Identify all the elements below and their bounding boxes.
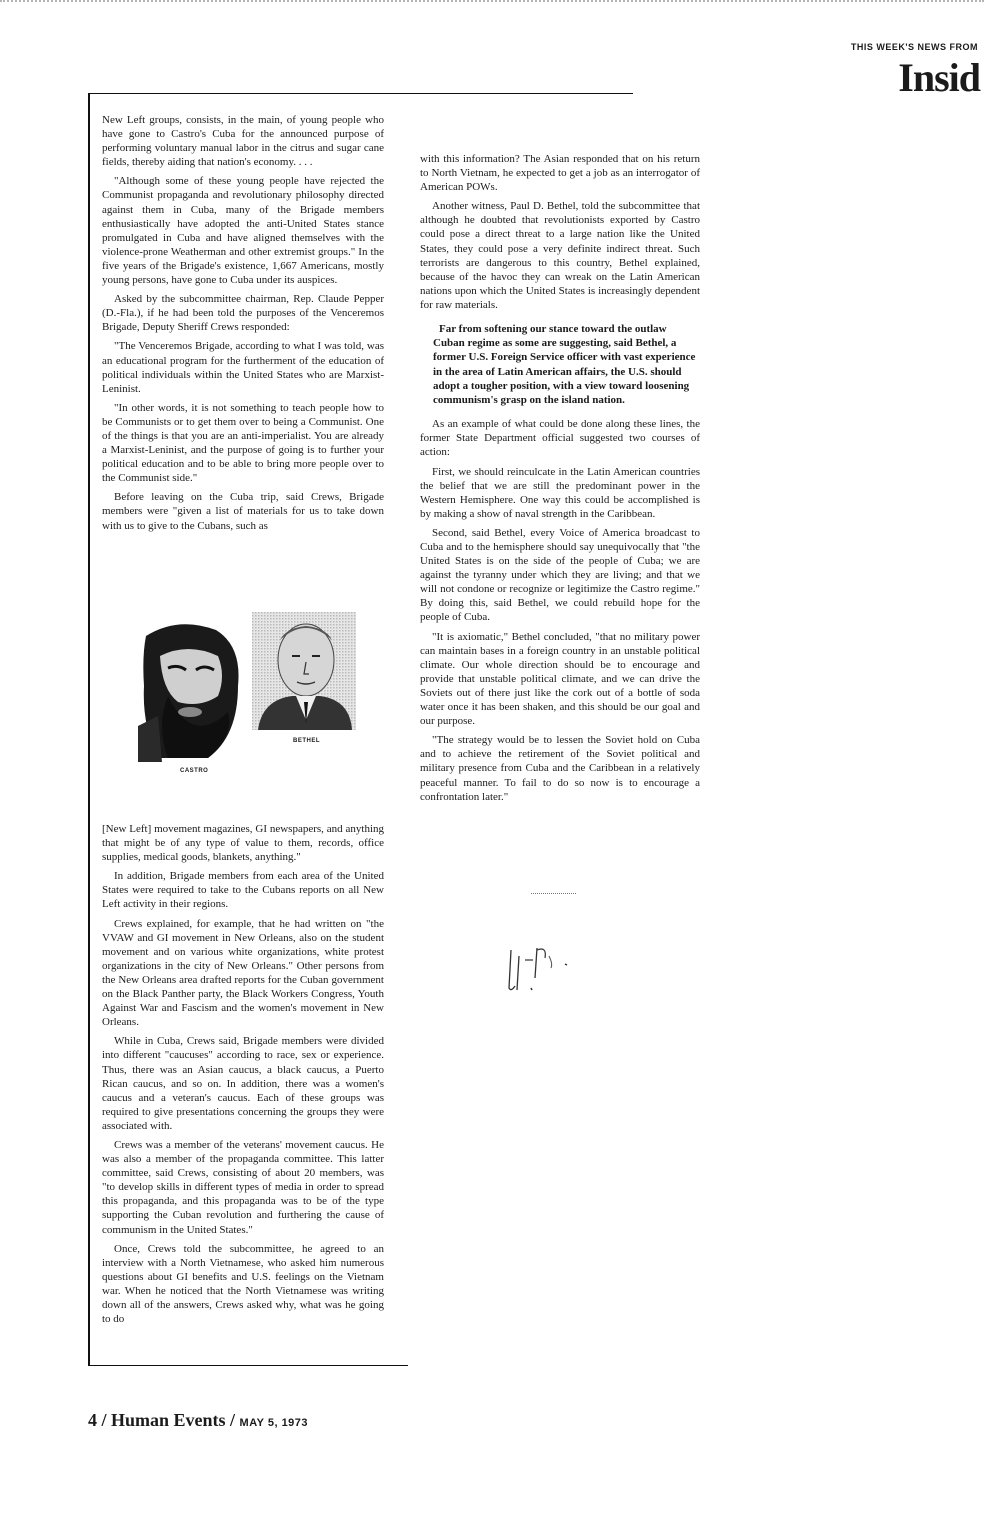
article-paragraph: "The strategy would be to lessen the Soviet hold on Cuba and to achieve the retirement of the Soviet political and military presence from Cuba and the Caribbean in a relatively peaceful manner. To fail to do so now is to encourage a confrontation later." <box>420 734 700 803</box>
handwriting-scribble-icon <box>505 938 595 998</box>
article-paragraph: Crews was a member of the veterans' movement caucus. He was also a member of the propaganda committee. This latter committee, said Crews, consisting of about 20 members, was "to develop skills in different types of media in order to spread this propaganda, and this propaganda was to be of the type supporting the Cuban revolution and furthering the cause of communism in the United States." <box>102 1138 384 1236</box>
article-paragraph: with this information? The Asian responded that on his return to North Vietnam, he expected to get a job as an interrogator of American POWs. <box>420 153 700 194</box>
article-paragraph: Another witness, Paul D. Bethel, told the subcommittee that although he doubted that revolutionists exported by Castro could pose a direct threat to a large nation like the United States, they could pose a very definite indirect threat. Such terrorists are dangerous to this country, Bethel explained, because of the havoc they can wreak on the Latin American nations upon which the United States is increasingly dependent for raw materials. <box>420 200 700 311</box>
top-rule <box>88 93 633 94</box>
scan-edge-dotted-line <box>0 0 984 2</box>
article-paragraph: "The Venceremos Brigade, according to what I was told, was an educational program for the furtherment of the education of political individuals within the United States who are Marxist-Leninist. <box>102 340 384 395</box>
castro-photo <box>138 616 246 762</box>
left-column-lower <box>102 822 384 1331</box>
article-paragraph: Once, Crews told the subcommittee, he agreed to an interview with a North Vietnamese, who asked him numerous questions about GI benefits and U.S. feelings on the Vietnam war. When he noticed that the North Vietnamese was writing down all of the answers, Crews asked why, what was he going to do <box>102 1242 384 1326</box>
bethel-portrait-image <box>252 612 356 730</box>
left-column-upper <box>102 113 384 538</box>
end-mark <box>531 893 576 894</box>
article-paragraph: "Although some of these young people have rejected the Communist propaganda and revolutionary philosophy directed against them in Cuba, many of the Brigade members enthusiastically have adopted the anti-United States stance promulgated in Cuba and have aligned themselves with the violence-prone Weatherman and other extremist groups." In the five years of the Brigade's existence, 1,667 Americans, mostly young persons, have gone to Cuba under its auspices. <box>102 175 384 287</box>
castro-portrait-image <box>138 616 246 762</box>
article-paragraph: Before leaving on the Cuba trip, said Crews, Brigade members were "given a list of materials for us to take down with us to give to the Cubans, such as <box>102 491 384 532</box>
right-column <box>420 152 700 809</box>
pull-quote: Far from softening our stance toward the outlaw Cuban regime as some are suggesting, said Bethel, a former U.S. Foreign Service officer with vast experience in the area of Latin American affairs, the U.S. should adopt a tougher position, with a view toward loosening communism's grasp on the island nation. <box>433 323 696 407</box>
caption-castro: CASTRO <box>180 768 209 774</box>
magazine-name: Human Events / <box>111 1410 240 1430</box>
masthead-title: Insid <box>898 55 980 100</box>
article-paragraph: Second, said Bethel, every Voice of America broadcast to Cuba and to the hemisphere should say unequivocally that "the United States is on the side of the people of Cuba; we are against the tyranny under which they are living; and that we will not condone or recognize or legitimize the Castro regime." By doing this, said Bethel, we could rebuild hope for the people of Cuba. <box>420 526 700 624</box>
article-paragraph: "It is axiomatic," Bethel concluded, "that no military power can maintain bases in a foreign country in an unstable political climate. Our whole direction should be to encourage and provide that unstable political climate, and we can drive the Soviets out of there just like the cork out of a bottle of soda water once it has been shaken, and this should be our goal and our purpose. <box>420 630 700 728</box>
article-paragraph: Crews explained, for example, that he had written on "the VVAW and GI movement in New Orleans, also on the student movement and on various white organizations, white protest organizations in the city of New Orleans." Other persons from the New Orleans area drafted reports for the Cuban government on the Black Panther party, the Black Workers Congress, Youth Against War and Fascism and the women's movement in New Orleans. <box>102 917 384 1029</box>
article-paragraph: In addition, Brigade members from each area of the United States were required to take to the Cubans reports on all New Left activity in their regions. <box>102 870 384 911</box>
page-number: 4 / <box>88 1410 112 1430</box>
handwritten-initials <box>505 938 595 1003</box>
article-paragraph: First, we should reinculcate in the Latin American countries the belief that we are still the predominant power in the Western Hemisphere. One way this could be accomplished is by making a show of naval strength in the Caribbean. <box>420 465 700 520</box>
issue-date: MAY 5, 1973 <box>239 1417 309 1429</box>
article-paragraph: New Left groups, consists, in the main, of young people who have gone to Castro's Cuba for the announced purpose of performing voluntary manual labor in the citrus and sugar cane fields, thereby aiding that nation's economy. . . . <box>102 114 384 169</box>
bottom-rule <box>88 1365 408 1366</box>
article-paragraph: Asked by the subcommittee chairman, Rep. Claude Pepper (D.-Fla.), if he had been told the purposes of the Venceremos Brigade, Deputy Sheriff Crews responded: <box>102 293 384 334</box>
page-footer <box>88 1410 308 1431</box>
header-kicker: THIS WEEK'S NEWS FROM <box>850 42 978 52</box>
left-column-border <box>88 93 90 1365</box>
article-paragraph: [New Left] movement magazines, GI newspapers, and anything that might be of any type of value to them, records, office supplies, medical goods, blankets, anything." <box>102 823 384 864</box>
article-paragraph: While in Cuba, Crews said, Brigade members were divided into different "caucuses" according to race, sex or experience. Thus, there was an Asian caucus, a black caucus, a Puerto Rican caucus, and so on. In addition, there was a women's caucus and a veteran's caucus. Each of these groups was required to give presentations concerning the groups they were associated with. <box>102 1035 384 1132</box>
caption-bethel: BETHEL <box>293 738 320 744</box>
bethel-photo <box>252 612 356 730</box>
photo-block <box>138 612 378 818</box>
article-paragraph: "In other words, it is not something to teach people how to be Communists or to get them over to being a Communist. One of the things is that you are an anti-imperialist. You are already a Marxist-Leninist, and the purpose of going is to further your political education and to be able to bring more people over to the Communist side." <box>102 401 384 485</box>
article-paragraph: As an example of what could be done along these lines, the former State Department official suggested two courses of action: <box>420 418 700 459</box>
